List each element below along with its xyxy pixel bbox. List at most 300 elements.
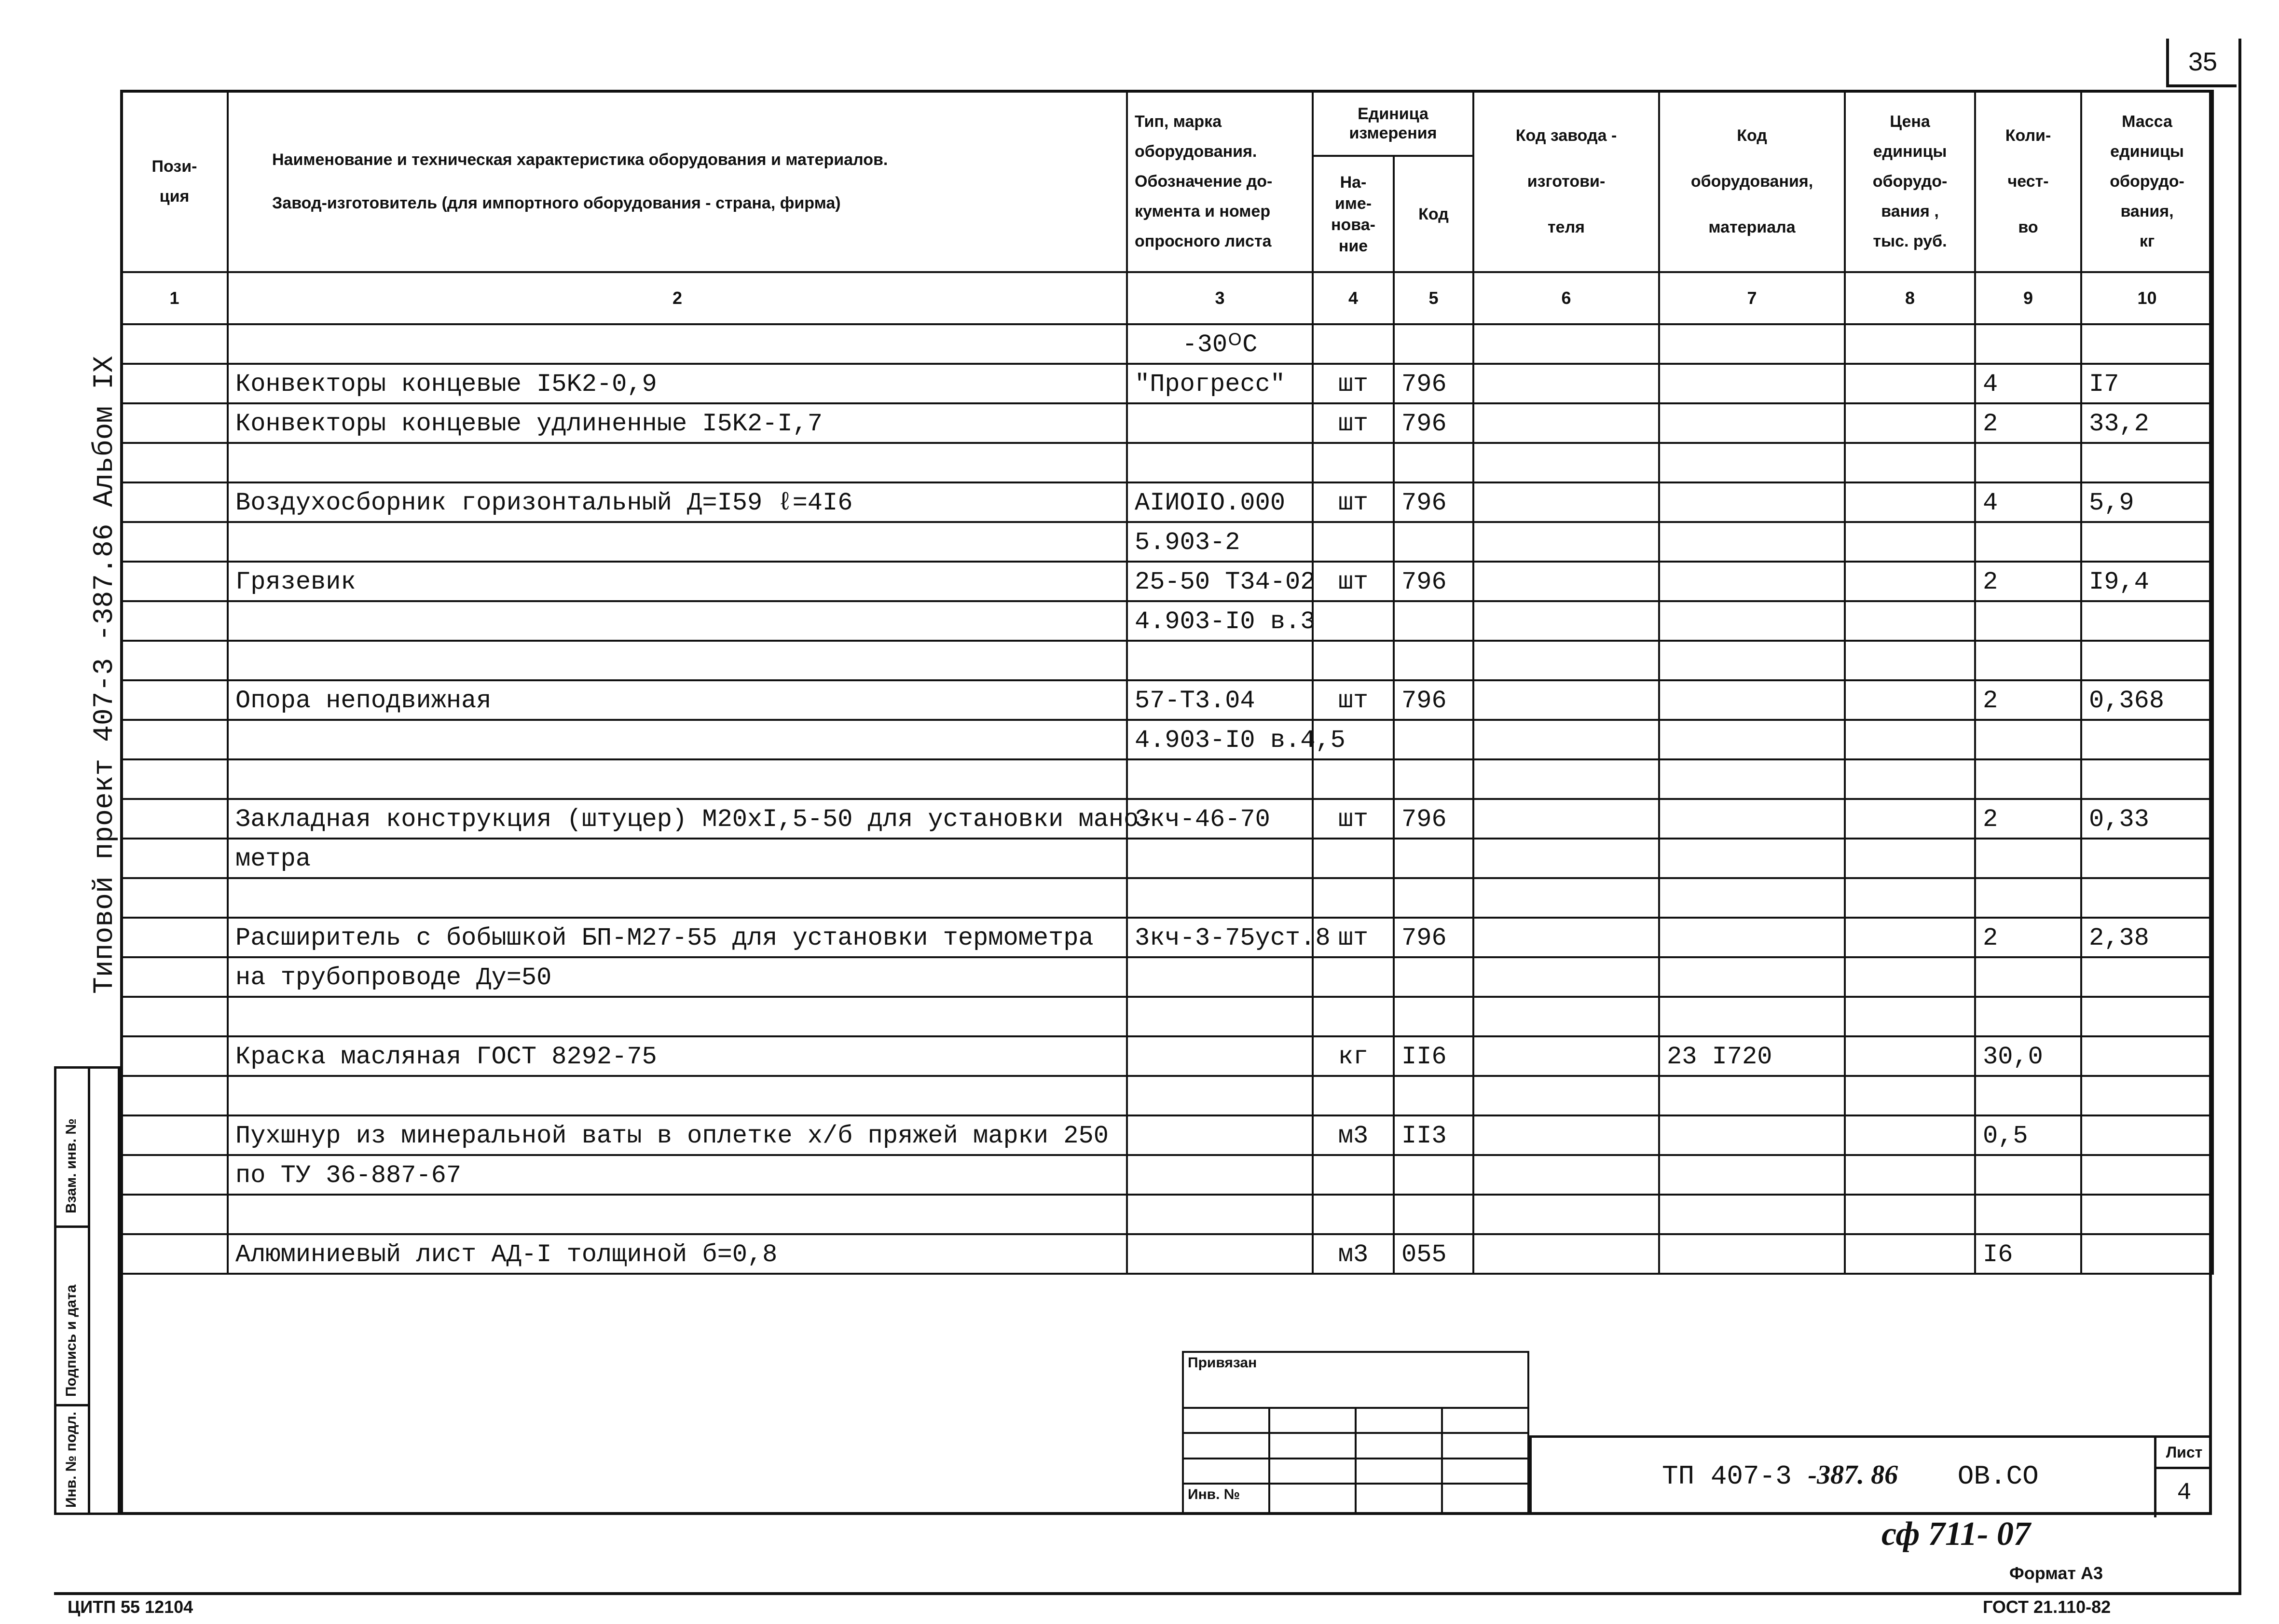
row-mass [2081,839,2213,878]
binding-stamp [1182,1351,1529,1515]
row-unit [1313,839,1394,878]
row-position [121,997,228,1036]
row-unit: шт [1313,799,1394,839]
row-material-code [1659,1076,1845,1115]
row-mass: 5,9 [2081,482,2213,522]
row-name [228,1076,1127,1115]
header-unit-group: Единица измерения [1313,91,1473,156]
row-type: 5.903-2 [1127,522,1313,562]
row-name [228,601,1127,641]
row-quantity [1975,1076,2081,1115]
row-name [228,522,1127,562]
row-position [121,601,228,641]
row-unit [1313,522,1394,562]
header-name-line2: Завод-изготовитель (для импортного оборудования - страна, фирма) [272,194,841,212]
row-unit-code: 796 [1394,364,1473,403]
row-material-code [1659,562,1845,601]
row-price [1845,720,1975,759]
header-name-line1: Наименование и техническая характеристика оборудования и материалов. [272,151,888,169]
row-material-code [1659,918,1845,957]
row-position [121,839,228,878]
row-type [1127,641,1313,680]
row-position [121,918,228,957]
row-mass [2081,1115,2213,1155]
page-number: 35 [2166,39,2237,87]
row-name: Опора неподвижная [228,680,1127,720]
row-type [1127,997,1313,1036]
row-factory-code [1473,1115,1659,1155]
row-quantity [1975,720,2081,759]
footer-gost: ГОСТ 21.110-82 [1983,1597,2111,1617]
row-unit-code [1394,601,1473,641]
table-row [121,957,2213,997]
row-material-code [1659,482,1845,522]
row-material-code [1659,997,1845,1036]
row-name: Конвекторы концевые удлиненные I5K2-I,7 [228,403,1127,443]
col-number: 8 [1845,272,1975,324]
table-row [121,1195,2213,1234]
row-price [1845,1115,1975,1155]
row-mass [2081,759,2213,799]
row-material-code [1659,759,1845,799]
header-unit-code: Код [1394,156,1473,272]
footer-format: Формат А3 [2009,1563,2103,1583]
row-type [1127,759,1313,799]
row-material-code [1659,403,1845,443]
row-unit [1313,601,1394,641]
row-factory-code [1473,997,1659,1036]
row-price [1845,918,1975,957]
table-row [121,839,2213,878]
row-material-code: 23 I720 [1659,1036,1845,1076]
row-position [121,562,228,601]
table-row [121,720,2213,759]
row-unit [1313,641,1394,680]
row-unit [1313,443,1394,482]
row-unit-code [1394,1076,1473,1115]
header-name [228,91,1127,272]
row-material-code [1659,957,1845,997]
row-price [1845,1195,1975,1234]
row-type [1127,443,1313,482]
row-name: Грязевик [228,562,1127,601]
row-unit: шт [1313,918,1394,957]
row-unit-code [1394,957,1473,997]
document-code-prefix: ТП 407-3 [1662,1461,1792,1492]
sheet-label: Лист [2156,1438,2212,1469]
row-price [1845,839,1975,878]
row-factory-code [1473,720,1659,759]
row-factory-code [1473,641,1659,680]
row-mass [2081,1195,2213,1234]
row-price [1845,997,1975,1036]
document-code-handwritten: -387. 86 [1808,1460,1898,1490]
table-row [121,482,2213,522]
table-row [121,918,2213,957]
row-name: Закладная конструкция (штуцер) M20xI,5-50 для установки мано- [228,799,1127,839]
row-unit-code: 796 [1394,680,1473,720]
row-unit-code: 796 [1394,918,1473,957]
row-price [1845,799,1975,839]
row-price [1845,443,1975,482]
row-factory-code [1473,324,1659,364]
row-quantity [1975,522,2081,562]
row-price [1845,1036,1975,1076]
row-factory-code [1473,403,1659,443]
row-mass: 0,368 [2081,680,2213,720]
row-mass [2081,1076,2213,1115]
row-name: Воздухосборник горизонтальный Д=I59 ℓ=4I6 [228,482,1127,522]
header-material-code: Код оборудования, материала [1659,91,1845,272]
row-mass: I7 [2081,364,2213,403]
row-unit-code: II6 [1394,1036,1473,1076]
row-unit: м3 [1313,1115,1394,1155]
row-material-code [1659,601,1845,641]
row-factory-code [1473,364,1659,403]
row-mass [2081,878,2213,918]
side-podpis-label: Подпись и дата [63,1284,79,1397]
row-type: "Прогресс" [1127,364,1313,403]
row-type [1127,1155,1313,1195]
stamp-inv: Инв. № [1183,1484,1269,1514]
row-price [1845,562,1975,601]
row-type [1127,839,1313,878]
col-number: 9 [1975,272,2081,324]
table-row [121,759,2213,799]
row-unit-code [1394,522,1473,562]
row-name [228,878,1127,918]
table-row [121,1155,2213,1195]
row-unit: шт [1313,403,1394,443]
row-unit [1313,324,1394,364]
col-number: 4 [1313,272,1394,324]
col-number: 7 [1659,272,1845,324]
handwritten-note: сф 711- 07 [1881,1515,2031,1553]
table-row [121,443,2213,482]
row-unit: м3 [1313,1234,1394,1274]
row-price [1845,680,1975,720]
row-price [1845,1076,1975,1115]
row-material-code [1659,1155,1845,1195]
row-name: Краска масляная ГОСТ 8292-75 [228,1036,1127,1076]
side-project-title: Типовой проект 407-3 -387.86 Альбом IX [89,356,121,994]
row-unit [1313,1195,1394,1234]
row-mass [2081,1234,2213,1274]
row-factory-code [1473,680,1659,720]
side-vzam-label: Взам. инв. № [63,1118,79,1213]
title-block [1529,1435,2212,1515]
header-mass: Масса единицы оборудо- вания, кг [2081,91,2213,272]
row-quantity [1975,641,2081,680]
row-type: 3кч-46-70 [1127,799,1313,839]
row-factory-code [1473,522,1659,562]
side-inv-podl-label: Инв. № подл. [63,1411,79,1508]
row-quantity: 2 [1975,680,2081,720]
table-row [121,1036,2213,1076]
row-name [228,641,1127,680]
col-number: 1 [121,272,228,324]
row-mass [2081,443,2213,482]
row-type [1127,1195,1313,1234]
row-price [1845,403,1975,443]
row-factory-code [1473,482,1659,522]
row-unit-code [1394,641,1473,680]
row-position [121,680,228,720]
row-unit-code: II3 [1394,1115,1473,1155]
row-unit-code: 796 [1394,482,1473,522]
row-position [121,957,228,997]
row-price [1845,522,1975,562]
row-unit-code: 796 [1394,799,1473,839]
row-position [121,403,228,443]
row-material-code [1659,324,1845,364]
row-name: на трубопроводе Ду=50 [228,957,1127,997]
row-quantity: 2 [1975,403,2081,443]
row-material-code [1659,1234,1845,1274]
row-mass [2081,324,2213,364]
row-position [121,1115,228,1155]
row-factory-code [1473,799,1659,839]
table-header-row [121,91,2213,156]
row-position [121,1155,228,1195]
row-position [121,522,228,562]
row-mass [2081,1155,2213,1195]
row-quantity [1975,1155,2081,1195]
row-position [121,364,228,403]
row-name [228,759,1127,799]
col-number: 3 [1127,272,1313,324]
row-price [1845,878,1975,918]
row-quantity: 4 [1975,364,2081,403]
row-price [1845,1155,1975,1195]
col-number: 6 [1473,272,1659,324]
row-unit [1313,878,1394,918]
row-unit-code [1394,878,1473,918]
row-mass: 2,38 [2081,918,2213,957]
table-row [121,1115,2213,1155]
row-unit: шт [1313,364,1394,403]
row-position [121,324,228,364]
table-row [121,799,2213,839]
row-material-code [1659,1195,1845,1234]
header-type: Тип, марка оборудования. Обозначение до- кумента и номер опросного листа [1127,91,1313,272]
sheet-number: 4 [2177,1479,2192,1507]
header-price: Цена единицы оборудо- вания , тыс. руб. [1845,91,1975,272]
row-mass [2081,522,2213,562]
row-position [121,720,228,759]
row-price [1845,759,1975,799]
row-name [228,1195,1127,1234]
col-number: 10 [2081,272,2213,324]
row-name [228,443,1127,482]
row-name [228,324,1127,364]
row-factory-code [1473,443,1659,482]
row-position [121,1234,228,1274]
row-quantity [1975,997,2081,1036]
row-unit-code [1394,997,1473,1036]
row-unit [1313,997,1394,1036]
row-factory-code [1473,957,1659,997]
sheet-number-box [2154,1438,2212,1517]
row-unit-code [1394,839,1473,878]
row-quantity: 4 [1975,482,2081,522]
row-type: 25-50 T34-02 [1127,562,1313,601]
row-quantity [1975,601,2081,641]
row-position [121,759,228,799]
table-row [121,997,2213,1036]
row-type: 3кч-3-75уст.8 [1127,918,1313,957]
row-unit-code [1394,720,1473,759]
row-mass: 33,2 [2081,403,2213,443]
row-quantity: 30,0 [1975,1036,2081,1076]
row-mass [2081,957,2213,997]
row-material-code [1659,720,1845,759]
row-mass [2081,997,2213,1036]
table-row [121,680,2213,720]
table-row [121,522,2213,562]
table-row [121,364,2213,403]
table-row [121,562,2213,601]
header-factory-code: Код завода - изготови- теля [1473,91,1659,272]
row-position [121,443,228,482]
row-mass [2081,601,2213,641]
row-name [228,720,1127,759]
row-mass [2081,720,2213,759]
row-price [1845,641,1975,680]
row-unit [1313,957,1394,997]
side-signature-box [54,1066,120,1515]
row-name: Пухшнур из минеральной ваты в оплетке х/б пряжей марки 250 [228,1115,1127,1155]
row-price [1845,957,1975,997]
table-row [121,1076,2213,1115]
row-unit [1313,1076,1394,1115]
row-factory-code [1473,1076,1659,1115]
row-price [1845,324,1975,364]
row-unit: кг [1313,1036,1394,1076]
row-quantity [1975,839,2081,878]
row-quantity: 0,5 [1975,1115,2081,1155]
row-type [1127,403,1313,443]
row-position [121,641,228,680]
header-position: Пози- ция [121,91,228,272]
row-price [1845,1234,1975,1274]
row-position [121,1036,228,1076]
row-unit-code [1394,1155,1473,1195]
stamp-title: Привязан [1183,1352,1528,1408]
table-row [121,878,2213,918]
row-material-code [1659,680,1845,720]
row-unit-code: 796 [1394,562,1473,601]
row-unit: шт [1313,562,1394,601]
row-quantity: 2 [1975,918,2081,957]
row-material-code [1659,522,1845,562]
row-position [121,799,228,839]
row-type: 57-T3.04 [1127,680,1313,720]
row-factory-code [1473,759,1659,799]
row-material-code [1659,443,1845,482]
row-type [1127,878,1313,918]
row-quantity [1975,878,2081,918]
row-unit-code: 055 [1394,1234,1473,1274]
document-code-suffix: OB.CO [1957,1461,2039,1492]
row-type: 4.903-I0 в.4,5 [1127,720,1313,759]
col-number: 5 [1394,272,1473,324]
row-unit [1313,1155,1394,1195]
row-position [121,878,228,918]
row-quantity [1975,1195,2081,1234]
row-position [121,1195,228,1234]
row-mass [2081,1036,2213,1076]
document-code [1662,1459,2039,1492]
table-row [121,1234,2213,1274]
row-factory-code [1473,1234,1659,1274]
row-quantity: 2 [1975,562,2081,601]
row-quantity [1975,759,2081,799]
row-name: по ТУ 36-887-67 [228,1155,1127,1195]
row-name: Конвекторы концевые I5K2-0,9 [228,364,1127,403]
row-quantity [1975,443,2081,482]
row-unit-code [1394,443,1473,482]
row-factory-code [1473,1036,1659,1076]
footer-left-code: ЦИТП 55 12104 [68,1597,193,1617]
row-quantity: I6 [1975,1234,2081,1274]
row-factory-code [1473,918,1659,957]
row-factory-code [1473,1195,1659,1234]
table-row [121,641,2213,680]
row-unit-code [1394,759,1473,799]
specification-table [120,90,2214,1275]
row-type [1127,1115,1313,1155]
column-numbers-row [121,272,2213,324]
row-factory-code [1473,1155,1659,1195]
row-unit-code [1394,1195,1473,1234]
row-mass: I9,4 [2081,562,2213,601]
col-number: 2 [228,272,1127,324]
row-position [121,1076,228,1115]
row-unit-code: 796 [1394,403,1473,443]
row-material-code [1659,641,1845,680]
row-type [1127,1036,1313,1076]
row-name: метра [228,839,1127,878]
row-type: AIИOIO.000 [1127,482,1313,522]
table-row [121,601,2213,641]
frame-right-border [2238,39,2241,1595]
row-mass: 0,33 [2081,799,2213,839]
header-quantity: Коли- чест- во [1975,91,2081,272]
row-mass [2081,641,2213,680]
row-unit: шт [1313,482,1394,522]
row-type [1127,957,1313,997]
row-type [1127,1234,1313,1274]
row-name: Алюминиевый лист АД-I толщиной б=0,8 [228,1234,1127,1274]
row-material-code [1659,878,1845,918]
row-material-code [1659,1115,1845,1155]
row-type [1127,1076,1313,1115]
row-factory-code [1473,562,1659,601]
row-unit: шт [1313,680,1394,720]
row-factory-code [1473,878,1659,918]
table-row [121,324,2213,364]
row-factory-code [1473,601,1659,641]
frame-bottom-border [54,1592,2241,1595]
row-price [1845,482,1975,522]
row-type: -30ᴼC [1127,324,1313,364]
row-name [228,997,1127,1036]
row-material-code [1659,364,1845,403]
header-unit-name: На- име- нова- ние [1313,156,1394,272]
row-name: Расширитель с бобышкой БП-M27-55 для установки термометра [228,918,1127,957]
row-quantity [1975,957,2081,997]
